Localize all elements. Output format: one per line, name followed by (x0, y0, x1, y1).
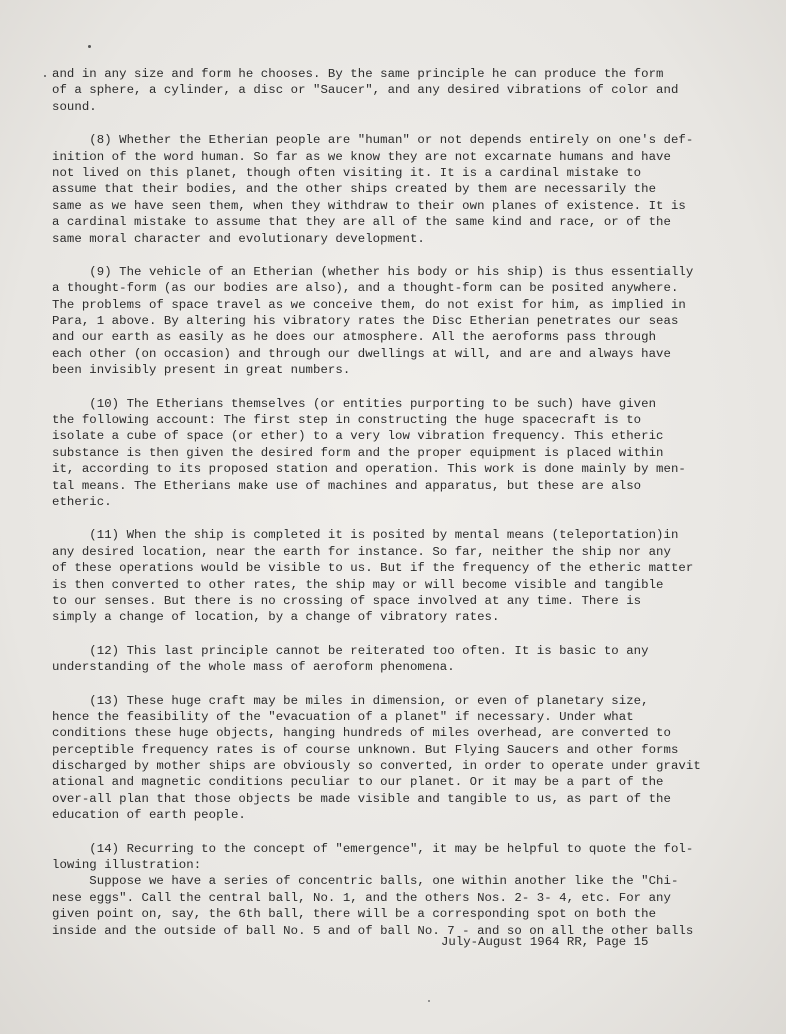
text-line: Suppose we have a series of concentric balls, one within another like the "Chi- (52, 874, 679, 889)
text-line: Para, 1 above. By altering his vibratory rates the Disc Etherian penetrates our seas (52, 314, 679, 329)
paragraph (52, 693, 752, 824)
text-line: the following account: The first step in constructing the huge spacecraft is to (52, 413, 642, 428)
text-line: The problems of space travel as we conceive them, do not exist for him, as implied in (52, 297, 686, 312)
paragraph (52, 643, 752, 676)
text-line: (9) The vehicle of an Etherian (whether his body or his ship) is thus essentially (52, 264, 694, 279)
text-line: and our earth as easily as he does our atmosphere. All the aeroforms pass through (52, 330, 657, 345)
text-line: given point on, say, the 6th ball, there will be a corresponding spot on both the (52, 907, 657, 922)
text-line: (13) These huge craft may be miles in dimension, or even of planetary size, (52, 693, 649, 708)
text-line: (14) Recurring to the concept of "emergence", it may be helpful to quote the fol- (52, 841, 694, 856)
text-line: inition of the word human. So far as we know they are not excarnate humans and have (52, 149, 671, 164)
text-line: to our senses. But there is no crossing of space involved at any time. There is (52, 593, 642, 608)
text-line: simply a change of location, by a change of vibratory rates. (52, 610, 500, 625)
text-line: (12) This last principle cannot be reiterated too often. It is basic to any (52, 643, 649, 658)
text-line: inside and the outside of ball No. 5 and of ball No. 7 - and so on all the other balls (52, 923, 694, 938)
text-line: (10) The Etherians themselves (or entities purporting to be such) have given (52, 396, 657, 411)
text-line: ational and magnetic conditions peculiar to our planet. Or it may be a part of the (52, 775, 664, 790)
text-line: (8) Whether the Etherian people are "human" or not depends entirely on one's def- (52, 133, 694, 148)
page-footer: July-August 1964 RR, Page 15 (441, 935, 649, 949)
text-line: understanding of the whole mass of aeroform phenomena. (52, 660, 455, 675)
text-line: been invisibly present in great numbers. (52, 363, 351, 378)
text-line: hence the feasibility of the "evacuation of a planet" if necessary. Under what (52, 709, 634, 724)
text-line: etheric. (52, 494, 112, 509)
document-body (52, 66, 752, 956)
text-line: sound. (52, 99, 97, 114)
text-line: same moral character and evolutionary development. (52, 231, 425, 246)
text-line: assume that their bodies, and the other ships created by them are necessarily the (52, 182, 657, 197)
paragraph (52, 527, 752, 625)
text-line: perceptible frequency rates is of course unknown. But Flying Saucers and other forms (52, 742, 679, 757)
text-line: education of earth people. (52, 808, 246, 823)
text-line: conditions these huge objects, hanging hundreds of miles overhead, are converted to (52, 726, 671, 741)
text-line: lowing illustration: (52, 858, 202, 873)
text-line: of these operations would be visible to us. But if the frequency of the etheric matter (52, 561, 694, 576)
text-line: (11) When the ship is completed it is posited by mental means (teleportation)in (52, 528, 679, 543)
text-line: not lived on this planet, though often visiting it. It is a cardinal mistake to (52, 165, 642, 180)
paragraph (52, 264, 752, 379)
text-line: each other (on occasion) and through our dwellings at will, and are and always have (52, 346, 671, 361)
text-line: tal means. The Etherians make use of machines and apparatus, but these are also (52, 478, 642, 493)
text-line: a cardinal mistake to assume that they are all of the same kind and race, or of the (52, 215, 671, 230)
text-line: isolate a cube of space (or ether) to a very low vibration frequency. This etheric (52, 429, 664, 444)
text-line: discharged by mother ships are obviously so converted, in order to operate under gravit (52, 759, 701, 774)
text-line: of a sphere, a cylinder, a disc or "Saucer", and any desired vibrations of color and (52, 83, 679, 98)
text-line: same as we have seen them, when they withdraw to their own planes of existence. It is (52, 198, 686, 213)
paragraph (52, 396, 752, 511)
text-line: and in any size and form he chooses. By the same principle he can produce the form (52, 67, 664, 81)
text-line: is then converted to other rates, the ship may or will become visible and tangible (52, 577, 664, 592)
scan-speck (88, 45, 91, 48)
text-line: over-all plan that those objects be made visible and tangible to us, as part of the (52, 791, 671, 806)
text-line: nese eggs". Call the central ball, No. 1, and the others Nos. 2- 3- 4, etc. For any (52, 890, 671, 905)
scan-speck (44, 75, 46, 77)
paragraph (52, 132, 752, 247)
text-line: substance is then given the desired form and the proper equipment is placed within (52, 445, 664, 460)
paragraph (52, 66, 752, 115)
scan-speck (428, 1000, 430, 1002)
text-line: any desired location, near the earth for instance. So far, neither the ship nor any (52, 544, 671, 559)
text-line: a thought-form (as our bodies are also), and a thought-form can be posited anywhere. (52, 281, 679, 296)
paragraph (52, 841, 752, 939)
text-line: it, according to its proposed station and operation. This work is done mainly by men- (52, 462, 686, 477)
